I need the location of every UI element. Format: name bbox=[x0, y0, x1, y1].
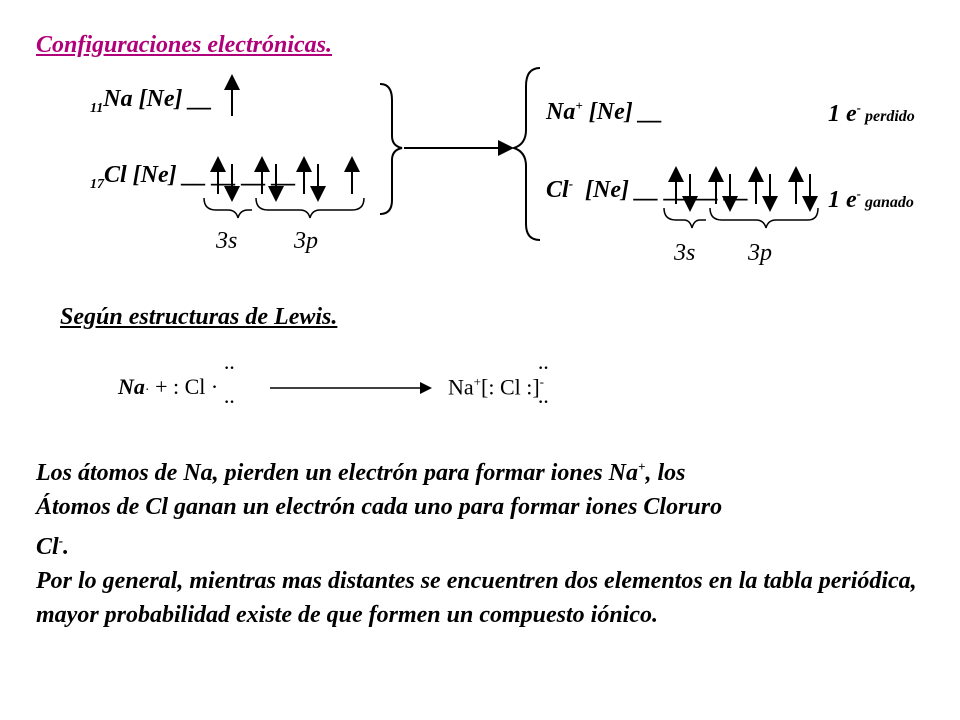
left-3s-label: 3s bbox=[216, 228, 238, 254]
cl-ion-charge: - bbox=[568, 176, 574, 191]
paragraph-line-2: Átomos de Cl ganan un electrón cada uno para formar iones Cloruro bbox=[36, 494, 723, 520]
page-title: Configuraciones electrónicas. bbox=[36, 32, 333, 58]
right-3p-brace-icon bbox=[710, 208, 818, 228]
cl-config-label: Cl [Ne] __ __ __ __ bbox=[104, 162, 297, 188]
lewis-lhs-na: Na bbox=[118, 374, 145, 399]
na-atomic-number: 11 bbox=[90, 100, 104, 116]
cl-ion-orbital-arrows bbox=[676, 174, 810, 204]
electron-lost-charge: - bbox=[856, 100, 861, 115]
p1-cl: Cl bbox=[36, 534, 59, 560]
na-ion-rest: [Ne] __ bbox=[582, 99, 663, 125]
right-group-brace-icon bbox=[514, 68, 540, 240]
cl-orbital-arrows bbox=[218, 164, 352, 194]
p1-sup-plus: + bbox=[638, 459, 646, 474]
na-ion-charge: + bbox=[575, 98, 583, 113]
p1-period: . bbox=[63, 534, 70, 560]
lewis-rhs-mid: [: Cl :] bbox=[481, 374, 540, 400]
p1-sup-minus: - bbox=[58, 533, 64, 548]
paragraph-general: Por lo general, mientras mas distantes se encuentren dos elementos en la tabla periódica, mayor probabilidad existe de que formen un compuesto iónico. bbox=[36, 568, 917, 628]
cl-atomic-number: 17 bbox=[90, 176, 104, 192]
p1-text-b: , los bbox=[645, 460, 686, 486]
na-ion-symbol: Na bbox=[546, 99, 576, 125]
cl-ion-rest: [Ne] __ __ __ __ bbox=[573, 177, 749, 203]
electron-gained-word: ganado bbox=[861, 194, 914, 211]
lewis-lhs-rest: + : Cl bbox=[149, 374, 211, 399]
left-3p-label: 3p bbox=[294, 228, 318, 254]
electron-gained-num: 1 e bbox=[828, 187, 857, 213]
electron-lost-word: perdido bbox=[861, 108, 915, 125]
right-3s-label: 3s bbox=[674, 240, 696, 266]
electron-gained-charge: - bbox=[856, 186, 861, 201]
lewis-rhs-plus: + bbox=[473, 374, 481, 389]
cl-ion-symbol: Cl bbox=[546, 177, 569, 203]
lewis-title: Según estructuras de Lewis. bbox=[60, 304, 338, 330]
lewis-na-dot: · bbox=[144, 383, 150, 398]
lewis-lhs-dots-top: ·· bbox=[224, 360, 235, 377]
lewis-rhs-dots-top: ·· bbox=[538, 360, 549, 377]
electron-lost-num: 1 e bbox=[828, 101, 857, 127]
left-3p-brace-icon bbox=[256, 198, 364, 218]
p1-text-a: Los átomos de Na, pierden un electrón para formar iones Na bbox=[36, 460, 639, 486]
lewis-lhs-dots-bottom: ·· bbox=[224, 394, 235, 411]
lewis-rhs-minus: - bbox=[539, 374, 545, 389]
lewis-cl-dot: · bbox=[210, 374, 219, 399]
left-group-brace-icon bbox=[380, 84, 402, 214]
lewis-rhs-na: Na bbox=[448, 374, 474, 400]
left-3s-brace-icon bbox=[204, 198, 252, 218]
right-3p-label: 3p bbox=[748, 240, 772, 266]
lewis-rhs-dots-bottom: ·· bbox=[538, 394, 549, 411]
right-3s-brace-icon bbox=[664, 208, 706, 228]
na-config-label: Na [Ne] __ bbox=[103, 86, 213, 112]
